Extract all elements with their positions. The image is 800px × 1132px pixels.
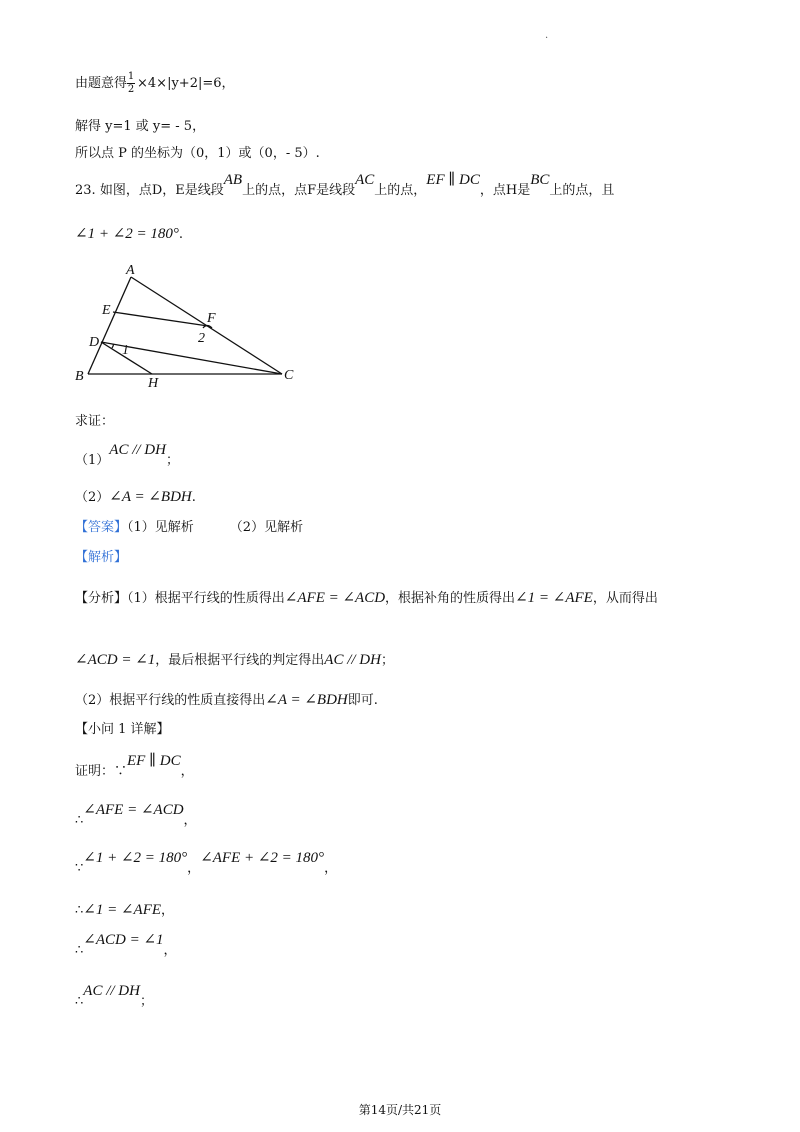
page-footer: 第14页/共21页 [358, 1103, 442, 1117]
label-c: C [284, 368, 294, 383]
label-b: B [75, 369, 84, 384]
page-dot: . [545, 30, 549, 41]
analysis-line-3: （2）根据平行线的性质直接得出∠A = ∠BDH即可. [75, 692, 378, 708]
label-d: D [89, 335, 100, 350]
proof-step-6: ∴AC // DH； [75, 983, 153, 1009]
solution-line-3: 所以点 P 的坐标为（0，1）或（0，- 5）. [75, 146, 320, 161]
text: ×4×|y+2|=6， [137, 76, 235, 91]
answer-tag: 【答案】 [75, 520, 128, 535]
label-2: 2 [198, 331, 205, 346]
solution-line-1 [75, 72, 235, 95]
prove-title: 求证： [75, 414, 115, 429]
solution-line-2: 解得 y=1 或 y= - 5， [75, 119, 206, 134]
prove-part-1: （1）AC // DH； [75, 442, 179, 468]
analysis-line-2: ∠ACD = ∠1，最后根据平行线的判定得出AC // DH； [75, 652, 394, 668]
label-h: H [148, 376, 159, 391]
label-e: E [102, 303, 111, 318]
proof-step-1: 证明：∵EF ∥ DC， [75, 753, 194, 779]
prove-part-2: （2）∠A = ∠BDH. [75, 489, 196, 505]
detail-tag: 【小问 1 详解】 [75, 722, 170, 737]
triangle-figure [70, 262, 300, 392]
proof-step-3: ∵∠1 + ∠2 = 180°，∠AFE + ∠2 = 180°， [75, 850, 338, 876]
question-23-statement: 23. 如图，点D，E是线段AB上的点，点F是线段AC上的点，EF ∥ DC，点H是BC上的点，且 [75, 172, 615, 198]
label-1: 1 [122, 343, 129, 358]
segment-ab [88, 277, 131, 374]
proof-step-2: ∴∠AFE = ∠ACD， [75, 802, 197, 828]
fraction-half: $\frac{1}{2}$ [127, 71, 135, 95]
segment-ef [113, 312, 208, 326]
text: 由题意得 [75, 76, 128, 91]
analysis-tag: 【解析】 [75, 550, 128, 565]
analysis-line-1: 【分析】（1）根据平行线的性质得出∠AFE = ∠ACD，根据补角的性质得出∠1 = ∠AFE，从而得出 [75, 590, 658, 606]
label-f: F [207, 311, 216, 326]
question-23-condition: ∠1 + ∠2 = 180°. [75, 226, 184, 242]
proof-step-4: ∴∠1 = ∠AFE， [75, 902, 175, 918]
label-a: A [126, 263, 135, 278]
answer-line: 【答案】（1）见解析 （2）见解析 [75, 520, 304, 535]
proof-step-5: ∴∠ACD = ∠1， [75, 932, 177, 958]
